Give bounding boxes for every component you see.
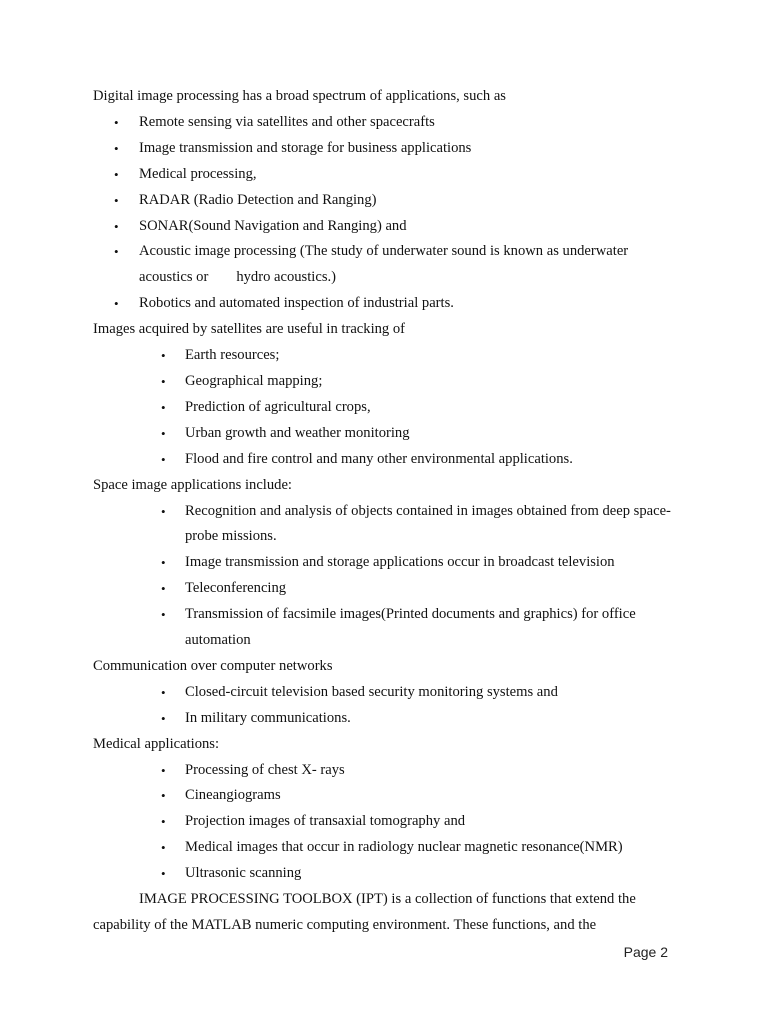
bullet-icon: • — [161, 399, 166, 415]
list-item — [93, 343, 683, 369]
bullet-icon: • — [161, 684, 166, 700]
medical-list — [93, 758, 683, 888]
bullet-icon: • — [114, 114, 119, 130]
list-item-text: Image transmission and storage applications occur in broadcast television — [185, 554, 615, 571]
page-number: Page 2 — [623, 944, 668, 960]
bullet-icon: • — [161, 555, 166, 571]
list-item-text: Processing of chest X- rays — [185, 761, 345, 778]
list-item-text: Geographical mapping; — [185, 372, 323, 389]
bullet-icon: • — [161, 373, 166, 389]
bullet-icon: • — [161, 762, 166, 778]
list-item-text: Medical images that occur in radiology nuclear magnetic resonance(NMR) — [185, 839, 623, 856]
list-item-text: Flood and fire control and many other environmental applications. — [185, 450, 573, 467]
bullet-icon: • — [114, 218, 119, 234]
bullet-icon: • — [114, 166, 119, 182]
list-item-text-continued: acoustics or — [139, 269, 209, 286]
list-item-text: Projection images of transaxial tomography and — [185, 813, 466, 830]
list-item — [93, 110, 683, 136]
bullet-icon: • — [161, 348, 166, 364]
applications-list — [93, 110, 683, 317]
list-item — [93, 214, 683, 240]
bullet-icon: • — [161, 788, 166, 804]
list-item — [93, 162, 683, 188]
bullet-icon: • — [114, 140, 119, 156]
list-item — [93, 291, 683, 317]
list-item — [93, 576, 683, 602]
communication-heading: Communication over computer networks — [93, 657, 333, 674]
list-item — [93, 861, 683, 887]
list-item — [93, 136, 683, 162]
list-item-text: Cineangiograms — [185, 787, 281, 804]
list-item — [93, 835, 683, 861]
communication-list — [93, 680, 683, 732]
list-item-text: Robotics and automated inspection of industrial parts. — [139, 295, 454, 312]
bullet-icon: • — [161, 425, 166, 441]
list-item — [93, 447, 683, 473]
list-item-text: Acoustic image processing (The study of underwater sound is known as underwater — [139, 243, 629, 260]
list-item-text: Image transmission and storage for business applications — [139, 139, 472, 156]
list-item — [93, 680, 683, 706]
bullet-icon: • — [114, 244, 119, 260]
medical-heading: Medical applications: — [93, 735, 220, 752]
bullet-icon: • — [161, 866, 166, 882]
list-item — [93, 602, 683, 654]
list-item-text: Ultrasonic scanning — [185, 865, 302, 882]
list-item-text: Transmission of facsimile images(Printed documents and graphics) for office automation — [185, 606, 636, 649]
bullet-icon: • — [161, 840, 166, 856]
list-item-text: SONAR(Sound Navigation and Ranging) and — [139, 217, 407, 234]
bullet-icon: • — [161, 607, 166, 623]
list-item-text: Medical processing, — [139, 165, 257, 182]
list-item-text: In military communications. — [185, 709, 351, 726]
list-item-text: RADAR (Radio Detection and Ranging) — [139, 191, 377, 208]
bullet-icon: • — [161, 581, 166, 597]
list-item — [93, 421, 683, 447]
bullet-icon: • — [161, 503, 166, 519]
list-item — [93, 239, 683, 291]
list-item-text: Earth resources; — [185, 347, 280, 364]
bullet-icon: • — [114, 296, 119, 312]
list-item — [93, 499, 683, 551]
bullet-icon: • — [161, 710, 166, 726]
space-list — [93, 499, 683, 654]
list-item-text: Prediction of agricultural crops, — [185, 398, 371, 415]
list-item — [93, 783, 683, 809]
list-item — [93, 550, 683, 576]
list-item-text-continued: hydro acoustics.) — [236, 269, 337, 286]
list-item — [93, 809, 683, 835]
list-item — [93, 188, 683, 214]
satellite-heading: Images acquired by satellites are useful in tracking of — [93, 321, 406, 338]
bullet-icon: • — [114, 192, 119, 208]
intro-paragraph: Digital image processing has a broad spectrum of applications, such as — [93, 88, 506, 104]
list-item-text: Teleconferencing — [185, 580, 287, 597]
list-item-text: Remote sensing via satellites and other spacecrafts — [139, 113, 435, 130]
list-item — [93, 369, 683, 395]
bullet-icon: • — [161, 814, 166, 830]
bullet-icon: • — [161, 451, 166, 467]
list-item — [93, 395, 683, 421]
list-item — [93, 758, 683, 784]
page-body — [93, 84, 683, 939]
list-item — [93, 706, 683, 732]
space-heading: Space image applications include: — [93, 476, 292, 493]
ipt-paragraph: IMAGE PROCESSING TOOLBOX (IPT) is a collection of functions that extend the capability of the MATLAB numeric computing environment. These functions, and the — [93, 891, 636, 933]
list-item-text: Urban growth and weather monitoring — [185, 424, 410, 441]
list-item-text: Closed-circuit television based security monitoring systems and — [185, 683, 558, 700]
satellite-list — [93, 343, 683, 473]
list-item-text: Recognition and analysis of objects contained in images obtained from deep space-probe missions. — [185, 502, 671, 545]
